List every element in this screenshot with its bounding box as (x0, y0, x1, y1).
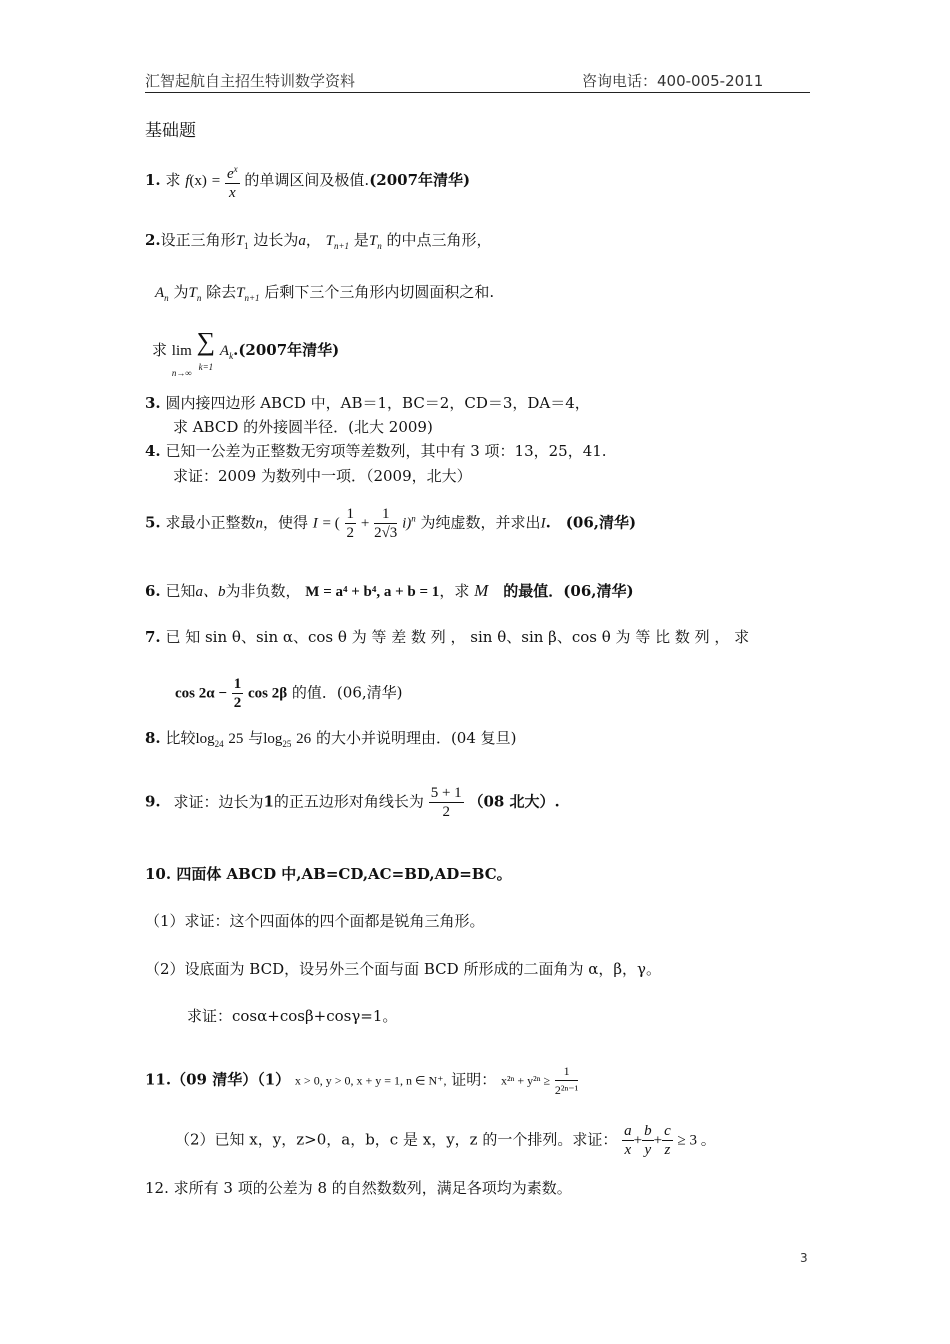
q9-number: 9. (145, 792, 161, 811)
q2-text-a: 设正三角形 (160, 231, 236, 249)
question-7-line2 (175, 675, 402, 712)
q2-text-d: 的中点三角形， (386, 231, 492, 249)
q4-number: 4. (145, 442, 161, 460)
q2-text-b: 边长为 (253, 231, 299, 249)
header-phone: 咨询电话：400-005-2011 (582, 72, 764, 90)
question-3 (145, 393, 590, 413)
q2-Tn: T (368, 233, 378, 249)
q1-fx-arg: (x) (189, 173, 207, 189)
q7-frac-num: 1 (233, 676, 242, 692)
q1-equals: = (211, 173, 221, 189)
q9-prefix: 求证：边长为 (173, 792, 264, 811)
question-11-line1 (145, 1062, 578, 1099)
q10-line2: （1）求证：这个四面体的四个面都是锐角三角形。 (145, 912, 485, 930)
q6-eq: M = a⁴ + b⁴, a + b = 1 (305, 584, 440, 600)
q7-cos2b: cos 2β (247, 685, 288, 702)
q1-f: f (185, 173, 190, 189)
q2-sigma: ∑ (196, 327, 216, 356)
q11-by (642, 1122, 654, 1159)
q8-number: 8. (145, 729, 161, 747)
q5-number: 5. (145, 513, 161, 532)
question-7 (145, 627, 749, 647)
q2-Tn1: T (325, 233, 334, 249)
q2-Tn1-b: T (236, 285, 245, 301)
question-2-line2 (155, 282, 494, 308)
q10-line1: 10. 四面体 ABCD 中,AB=CD,AC=BD,AD=BC。 (145, 865, 512, 883)
q9-frac-den: 2 (442, 804, 450, 820)
q2-text-e: 为 (173, 283, 189, 301)
q2-lim-word: lim (171, 343, 192, 359)
header-rule (145, 92, 810, 93)
q10-line4: 求证：cosα+cosβ+cosγ=1。 (187, 1007, 398, 1025)
q11-z: z (664, 1142, 671, 1158)
q11-y: y (644, 1142, 652, 1158)
q2-text-c: 是 (353, 231, 369, 249)
q2-text-f: 除去 (206, 283, 237, 301)
q2-text-g: 后剩下三个三角形内切圆面积之和. (264, 283, 495, 301)
q8-prefix: 比较 (165, 729, 196, 747)
q2-Tn-b: T (188, 285, 197, 301)
question-9 (145, 784, 560, 821)
q1-fraction (225, 160, 240, 202)
q6-number: 6. (145, 582, 161, 600)
q11-part2: （2）已知 x，y，z>0，a，b，c 是 x，y，z 的一个排列。求证： (175, 1130, 618, 1149)
q2-Tn1-sub: n+1 (333, 241, 350, 251)
q2-lim-sub: n→∞ (171, 368, 192, 378)
q6-ask: ，求 (439, 582, 470, 600)
q6-prefix: 已知 (165, 582, 196, 600)
q11-label: 11.（09 清华）（1） (145, 1070, 291, 1089)
q8-log1: log (195, 731, 215, 747)
q5-i: i) (402, 515, 412, 532)
q2-sigma-lower: k=1 (198, 362, 214, 372)
q2-An: A (155, 285, 165, 301)
question-2-line1 (145, 230, 491, 256)
q5-prefix: 求最小正整数 (165, 513, 256, 532)
q5-frac2 (374, 505, 397, 542)
q6-mid: 为非负数， (225, 582, 301, 600)
q6-M: M (474, 581, 489, 600)
question-11-line2: （2）已知 x，y，z>0，a，b，c 是 x，y，z 的一个排列。求证： $\frac{a}{x}$ + $\frac{b}{y}$ + $\frac{c}{z}$ ≥ 3 。 (175, 1123, 716, 1158)
header-title: 汇智起航自主招生特训数学资料 (145, 72, 356, 90)
page-number: 3 (800, 1251, 808, 1265)
q2-comma: ， (305, 231, 321, 249)
question-8 (145, 728, 517, 754)
q7-frac (232, 675, 244, 712)
q11-inequality: x²ⁿ + y²ⁿ ≥ (501, 1073, 551, 1088)
q1-prefix: 求 (165, 171, 181, 189)
q6-text: 的最值．(06,清华) (488, 582, 634, 600)
q9-frac-num: 5 + 1 (430, 785, 462, 801)
q5-I: I (312, 515, 318, 532)
q2-Tn-b-sub: n (196, 293, 202, 303)
q1-source: (2007年清华) (369, 171, 471, 189)
q7-frac-den: 2 (233, 695, 242, 711)
q12-line1: 12. 求所有 3 项的公差为 8 的自然数数列，满足各项均为素数。 (145, 1179, 572, 1197)
q2-sum (196, 327, 216, 377)
q11-frac (555, 1062, 578, 1099)
q11-condition: x > 0, y > 0, x + y = 1, n ∈ N⁺, (294, 1073, 447, 1088)
q11-prove: 证明： (451, 1070, 497, 1089)
q11-frac-den: 2²ⁿ⁻¹ (554, 1083, 579, 1097)
q4-line2: 求证：2009 为数列中一项．（2009，北大） (173, 467, 472, 485)
q5-I2: I (540, 515, 546, 532)
q1-text: 的单调区间及极值. (244, 171, 370, 189)
question-4 (145, 441, 607, 461)
q11-b: b (644, 1123, 652, 1139)
q2-a: a (298, 233, 306, 249)
q3-line2: 求 ABCD 的外接圆半径．(北大 2009) (173, 418, 433, 436)
q1-num-e: e (226, 166, 234, 182)
q5-frac1-num: 1 (346, 506, 355, 522)
q8-base2: 25 (282, 739, 292, 749)
question-2-line3 (152, 327, 340, 383)
question-5 (145, 505, 636, 542)
q8-log2: log (263, 731, 283, 747)
q7-text: 的值．(06,清华) (291, 683, 403, 702)
q3-line1: 圆内接四边形 ABCD 中，AB＝1，BC＝2，CD＝3，DA＝4， (165, 394, 590, 412)
q11-a: a (624, 1123, 632, 1139)
q5-n: n (255, 515, 263, 532)
q2-Tn1-b-sub: n+1 (244, 293, 260, 303)
q5-mid: ，使得 (262, 513, 308, 532)
q11-c: c (664, 1123, 671, 1139)
q5-text: 为纯虚数，并求出 (420, 513, 541, 532)
q11-ge3: ≥ 3 。 (677, 1132, 716, 1149)
q2-An-sub: n (164, 293, 169, 303)
q9-text: （08 北大）. (468, 792, 560, 811)
q1-number: 1. (145, 171, 161, 189)
q7-line1: 已 知 sin θ、sin α、cos θ 为 等 差 数 列 ， sin θ、sin β、cos θ 为 等 比 数 列 ， 求 (165, 628, 750, 646)
q11-cz (662, 1122, 673, 1159)
q5-frac1-den: 2 (346, 525, 355, 541)
q3-number: 3. (145, 394, 161, 412)
q7-cos2a: cos 2α − (175, 685, 227, 702)
q2-source: .(2007年清华) (233, 341, 340, 359)
q2-T1: T (235, 233, 245, 249)
q9-one: 1 (263, 792, 274, 811)
q8-val1: 25 (228, 731, 244, 747)
q5-eq: = ( (322, 515, 340, 532)
q2-Tn-sub: n (377, 241, 382, 251)
q1-den: x (228, 185, 236, 201)
q8-base1: 24 (214, 739, 224, 749)
q5-frac2-num: 1 (374, 505, 397, 524)
q8-mid: 与 (248, 729, 264, 747)
q2-T1-sub: 1 (244, 241, 249, 251)
q2-ask: 求 (152, 341, 168, 359)
q6-ab: a、b (195, 584, 226, 600)
q2-Ak: A (219, 343, 230, 359)
q8-val2: 26 (296, 731, 312, 747)
section-title: 基础题 (145, 121, 196, 141)
q5-frac2-den: 2√3 (374, 525, 398, 541)
q5-frac1 (345, 505, 357, 542)
q8-text: 的大小并说明理由．(04 复旦) (315, 729, 517, 747)
q1-num-exp: x (233, 164, 238, 174)
q4-line1: 已知一公差为正整数无穷项等差数列，其中有 3 项：13，25，41. (165, 442, 607, 460)
q10-line3: （2）设底面为 BCD，设另外三个面与面 BCD 所形成的二面角为 α，β，γ。 (145, 960, 661, 978)
q11-ax (622, 1122, 634, 1159)
q9-mid: 的正五边形对角线长为 (273, 792, 424, 811)
question-1 (145, 160, 470, 202)
q2-Ak-sub: k (229, 351, 234, 361)
q2-number: 2. (145, 231, 161, 249)
q5-plus: + (360, 515, 370, 532)
q7-number: 7. (145, 628, 161, 646)
q5-exp: n (411, 513, 416, 524)
q9-frac (429, 784, 464, 821)
q2-lim (172, 340, 192, 383)
question-6 (145, 581, 634, 602)
q5-source: . (06,清华) (545, 513, 637, 532)
q11-x: x (624, 1142, 632, 1158)
q11-frac-num: 1 (555, 1062, 578, 1081)
